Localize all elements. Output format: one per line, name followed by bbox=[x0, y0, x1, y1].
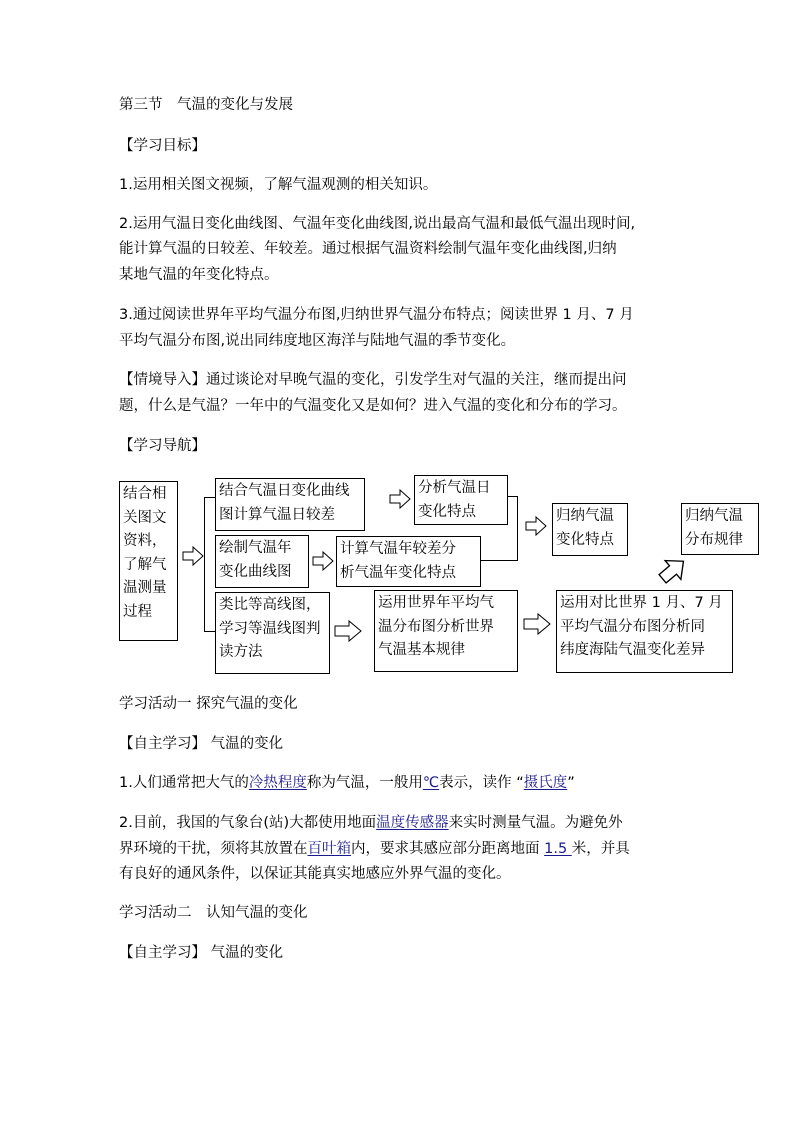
answer-blank: 1.5 bbox=[544, 841, 572, 857]
goal-2-line-1: 2.运用气温日变化曲线图、气温年变化曲线图,说出最高气温和最低气温出现时间, bbox=[119, 216, 636, 232]
box-line: 析气温年变化特点 bbox=[340, 564, 456, 581]
goals-heading: 【学习目标】 bbox=[119, 138, 206, 154]
hollow-arrow-icon bbox=[334, 620, 362, 642]
activity-1-item-1 bbox=[119, 775, 575, 792]
flow-box-daily-range bbox=[215, 478, 365, 531]
goal-2-line-2: 能计算气温的日较差、年较差。通过根据气温资料绘制气温年变化曲线图,归纳 bbox=[119, 241, 617, 257]
bracket-vertical bbox=[204, 497, 205, 631]
box-line: 运用对比世界 1 月、7 月 bbox=[560, 595, 723, 611]
box-line: 温测量 bbox=[123, 580, 167, 596]
goal-1: 1.运用相关图文视频，了解气温观测的相关知识。 bbox=[119, 177, 438, 193]
bracket-bottom bbox=[204, 631, 215, 632]
box-line: 变化特点 bbox=[418, 503, 476, 520]
box-line: 变化曲线图 bbox=[219, 563, 292, 580]
hollow-arrow-icon bbox=[182, 546, 204, 566]
goal-3-line-2: 平均气温分布图,说出同纬度地区海洋与陆地气温的季节变化。 bbox=[119, 333, 516, 349]
flow-box-world-annual bbox=[374, 590, 518, 672]
flow-box-distribution-law bbox=[681, 503, 759, 555]
box-line: 绘制气温年 bbox=[219, 540, 292, 556]
box-line: 纬度海陆气温变化差异 bbox=[560, 642, 705, 658]
hollow-arrow-icon bbox=[389, 489, 411, 509]
text: 米，并具 bbox=[571, 841, 630, 857]
text: 表示，读作 “ bbox=[439, 775, 524, 791]
flow-box-annual-curve bbox=[215, 535, 309, 588]
hollow-arrow-icon bbox=[312, 551, 334, 571]
bracket-top bbox=[204, 497, 215, 498]
box-line: 归纳气温 bbox=[685, 508, 743, 524]
activity-1-item-2-line-3: 有良好的通风条件，以保证其能真实地感应外界气温的变化。 bbox=[119, 866, 511, 882]
flow-box-measure bbox=[119, 481, 178, 641]
flow-box-annual-range bbox=[336, 536, 481, 587]
page-title: 第三节 气温的变化与发展 bbox=[119, 97, 293, 113]
flow-box-change-feature bbox=[552, 503, 628, 556]
flow-box-daily-feature bbox=[414, 475, 508, 525]
activity-1-self-study: 【自主学习】 气温的变化 bbox=[119, 736, 284, 752]
connector-line bbox=[481, 560, 518, 561]
connector-line bbox=[517, 496, 518, 560]
box-line: 平均气温分布图分析同 bbox=[560, 618, 705, 635]
answer-blank: 冷热程度 bbox=[248, 775, 307, 791]
box-line: 归纳气温 bbox=[556, 508, 614, 524]
text: 1.人们通常把大气的 bbox=[119, 775, 249, 791]
text: 2.目前，我国的气象台(站)大都使用地面 bbox=[119, 815, 377, 831]
flow-box-isotherm bbox=[215, 592, 330, 674]
connector-line bbox=[508, 496, 517, 497]
box-line: 运用世界年平均气 bbox=[378, 595, 494, 611]
activity-1-heading: 学习活动一 探究气温的变化 bbox=[119, 696, 298, 712]
answer-blank: 摄氏度 bbox=[523, 775, 568, 791]
box-line: 读方法 bbox=[219, 644, 263, 660]
answer-blank: ℃ bbox=[422, 775, 440, 791]
hollow-arrow-icon bbox=[658, 556, 688, 584]
box-line: 图计算气温日较差 bbox=[219, 506, 335, 523]
text: 内，要求其感应部分距离地面 bbox=[351, 841, 545, 857]
flow-box-land-sea bbox=[556, 590, 733, 673]
text: 界环境的干扰，须将其放置在 bbox=[119, 841, 308, 857]
box-line: 类比等高线图， bbox=[219, 597, 321, 613]
box-line: 分析气温日 bbox=[418, 480, 491, 496]
activity-2-heading: 学习活动二 认知气温的变化 bbox=[119, 905, 308, 921]
box-line: 分布规律 bbox=[685, 531, 743, 548]
hollow-arrow-icon bbox=[525, 516, 547, 536]
box-line: 气温基本规律 bbox=[378, 642, 465, 658]
activity-2-self-study: 【自主学习】 气温的变化 bbox=[119, 945, 284, 961]
box-line: 计算气温年较差分 bbox=[340, 541, 456, 557]
answer-blank: 百叶箱 bbox=[307, 841, 351, 857]
activity-1-item-2-line-2 bbox=[119, 841, 630, 858]
box-line: 学习等温线图判 bbox=[219, 620, 321, 637]
goal-2-line-3: 某地气温的年变化特点。 bbox=[119, 267, 279, 283]
text: 称为气温，一般用 bbox=[306, 775, 423, 791]
box-line: 温分布图分析世界 bbox=[378, 618, 494, 635]
text: ” bbox=[567, 775, 575, 791]
text: 来实时测量气温。为避免外 bbox=[448, 815, 623, 831]
box-line: 了解气 bbox=[123, 556, 167, 573]
goal-3-line-1: 3.通过阅读世界年平均气温分布图,归纳世界气温分布特点；阅读世界 1 月、7 月 bbox=[119, 307, 634, 323]
box-line: 结合气温日变化曲线 bbox=[219, 483, 350, 499]
box-line: 结合相 bbox=[123, 486, 167, 502]
box-line: 变化特点 bbox=[556, 531, 614, 548]
box-line: 关图文 bbox=[123, 509, 167, 526]
intro-line-1: 【情境导入】通过谈论对早晚气温的变化，引发学生对气温的关注，继而提出问 bbox=[119, 372, 627, 388]
activity-1-item-2-line-1 bbox=[119, 815, 623, 832]
answer-blank: 温度传感器 bbox=[376, 815, 449, 831]
intro-line-2: 题，什么是气温？一年中的气温变化又是如何？进入气温的变化和分布的学习。 bbox=[119, 398, 627, 414]
nav-heading: 【学习导航】 bbox=[119, 438, 206, 454]
hollow-arrow-icon bbox=[523, 613, 551, 635]
box-line: 过程 bbox=[123, 603, 152, 620]
box-line: 资料， bbox=[123, 533, 167, 549]
